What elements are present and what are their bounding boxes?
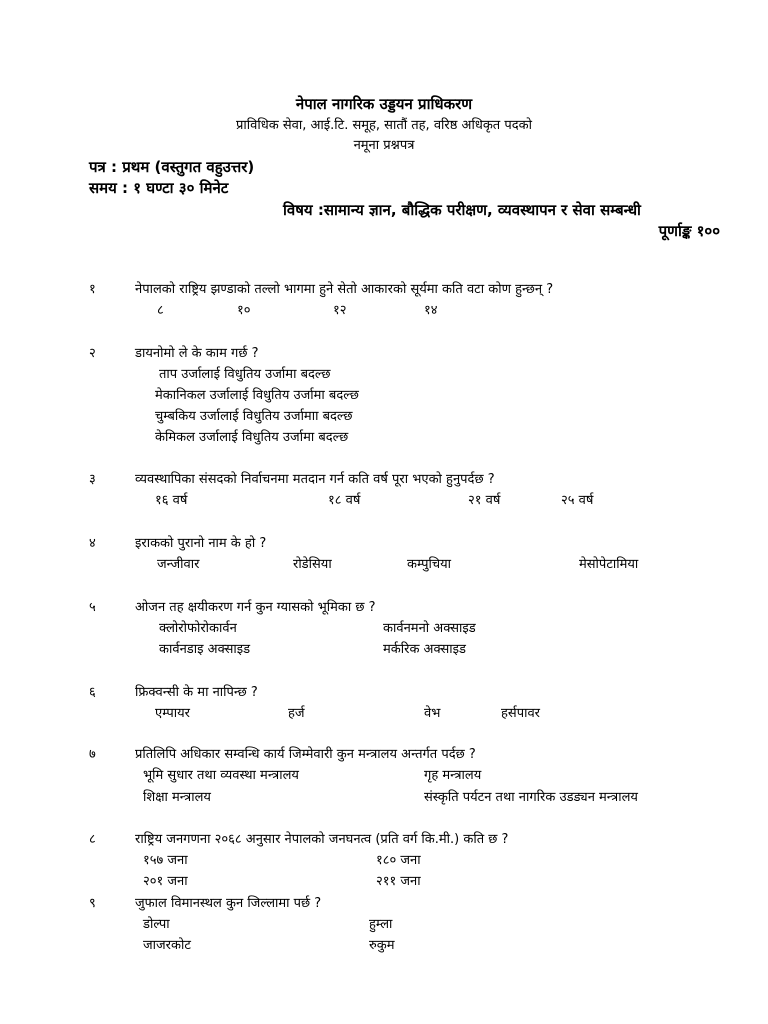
question-number: १ <box>89 282 96 297</box>
option-c: कम्पुचिया <box>407 557 452 572</box>
option-a: भूमि सुधार तथा व्यवस्था मन्त्रालय <box>143 768 299 783</box>
option-b: हुम्ला <box>369 917 393 932</box>
option-d: २५ वर्ष <box>561 493 594 508</box>
option-d: मेसोपेटामिया <box>579 557 639 572</box>
option-c: शिक्षा मन्त्रालय <box>143 790 211 805</box>
question-text: इराकको पुरानो नाम के हो ? <box>135 536 267 551</box>
org-title: नेपाल नागरिक उड्डयन प्राधिकरण <box>295 95 473 113</box>
question-text: जुफाल विमानस्थल कुन जिल्लामा पर्छ ? <box>135 896 322 911</box>
question-text: ओजन तह क्षयीकरण गर्न कुन ग्यासको भूमिका छ ? <box>135 600 376 615</box>
time-info: समय : १ घण्टा ३० मिनेट <box>89 179 229 197</box>
option-b: रोडेसिया <box>293 557 332 572</box>
full-marks: पूर्णाङ्क १०० <box>658 222 720 240</box>
question-text: फ्रिक्वन्सी के मा नापिन्छ ? <box>135 685 258 700</box>
option-c: २०१ जना <box>143 874 188 889</box>
option-b: १८० जना <box>376 853 421 868</box>
question-number: ५ <box>89 600 96 615</box>
doc-type: नमूना प्रश्नपत्र <box>353 138 415 153</box>
question-text: डायनोमो ले के काम गर्छ ? <box>135 346 259 361</box>
option-b: हर्ज <box>288 706 305 721</box>
option-a: १५७ जना <box>143 853 188 868</box>
question-number: २ <box>89 346 96 361</box>
question-text: व्यवस्थापिका संसदको निर्वाचनमा मतदान गर्न कति वर्ष पूरा भएको हुनुपर्दछ ? <box>135 472 495 487</box>
option-b: कार्वनमनो अक्साइड <box>383 621 476 636</box>
question-number: ९ <box>89 896 96 911</box>
question-number: ३ <box>89 472 96 487</box>
option-c: जाजरकोट <box>143 938 191 953</box>
option-c: कार्वनडाइ अक्साइड <box>159 642 251 657</box>
subject-line: विषय :सामान्य ज्ञान, बौद्धिक परीक्षण, व्यवस्थापन र सेवा सम्बन्धी <box>283 201 641 219</box>
option-d: मर्करिक अक्साइड <box>383 642 466 657</box>
question-text: प्रतिलिपि अधिकार सम्वन्धि कार्य जिम्मेवारी कुन मन्त्रालय अन्तर्गत पर्दछ ? <box>135 747 476 762</box>
option-d: २११ जना <box>376 874 421 889</box>
option-d: हर्सपावर <box>501 706 540 721</box>
option-d: केमिकल उर्जालाई विधुतिय उर्जामा बदल्छ <box>155 430 349 445</box>
option-a: एम्पायर <box>155 706 190 721</box>
question-number: ४ <box>89 536 96 551</box>
option-d: रुकुम <box>369 938 395 953</box>
option-c: चुम्बकिय उर्जालाई विधुतिय उर्जामाा बदल्छ <box>155 409 353 424</box>
option-a: ताप उर्जालाई विधुतिय उर्जामा बदल्छ <box>159 367 331 382</box>
option-a: क्लोरोफोरोकार्वन <box>159 621 237 636</box>
option-d: संस्कृति पर्यटन तथा नागरिक उडड्यन मन्त्रालय <box>424 790 638 805</box>
question-number: ७ <box>89 747 96 762</box>
question-text: राष्ट्रिय जनगणना २०६८ अनुसार नेपालको जनघनत्व (प्रति वर्ग कि.मी.) कति छ ? <box>135 832 509 847</box>
option-a: डोल्पा <box>143 917 170 932</box>
option-b: मेकानिकल उर्जालाई विधुतिय उर्जामा बदल्छ <box>155 388 359 403</box>
question-number: ८ <box>89 832 96 847</box>
option-c: २१ वर्ष <box>468 493 501 508</box>
option-b: १० <box>237 303 251 318</box>
question-text: नेपालको राष्ट्रिय झण्डाको तल्लो भागमा हुने सेतो आकारको सूर्यमा कति वटा कोण हुन्छन् ? <box>135 282 554 297</box>
option-b: १८ वर्ष <box>328 493 361 508</box>
option-a: १६ वर्ष <box>155 493 188 508</box>
option-b: गृह मन्त्रालय <box>424 768 482 783</box>
option-d: १४ <box>424 303 438 318</box>
option-c: वेभ <box>424 706 441 721</box>
service-subtitle: प्राविधिक सेवा, आई.टि. समूह, सातौं तह, वरिष्ठ अधिकृत पदको <box>235 118 532 133</box>
question-number: ६ <box>89 685 96 700</box>
option-c: १२ <box>333 303 347 318</box>
option-a: ८ <box>157 303 164 318</box>
paper-info: पत्र : प्रथम (वस्तुगत वहुउत्तर) <box>89 158 255 176</box>
option-a: जन्जीवार <box>157 557 200 572</box>
